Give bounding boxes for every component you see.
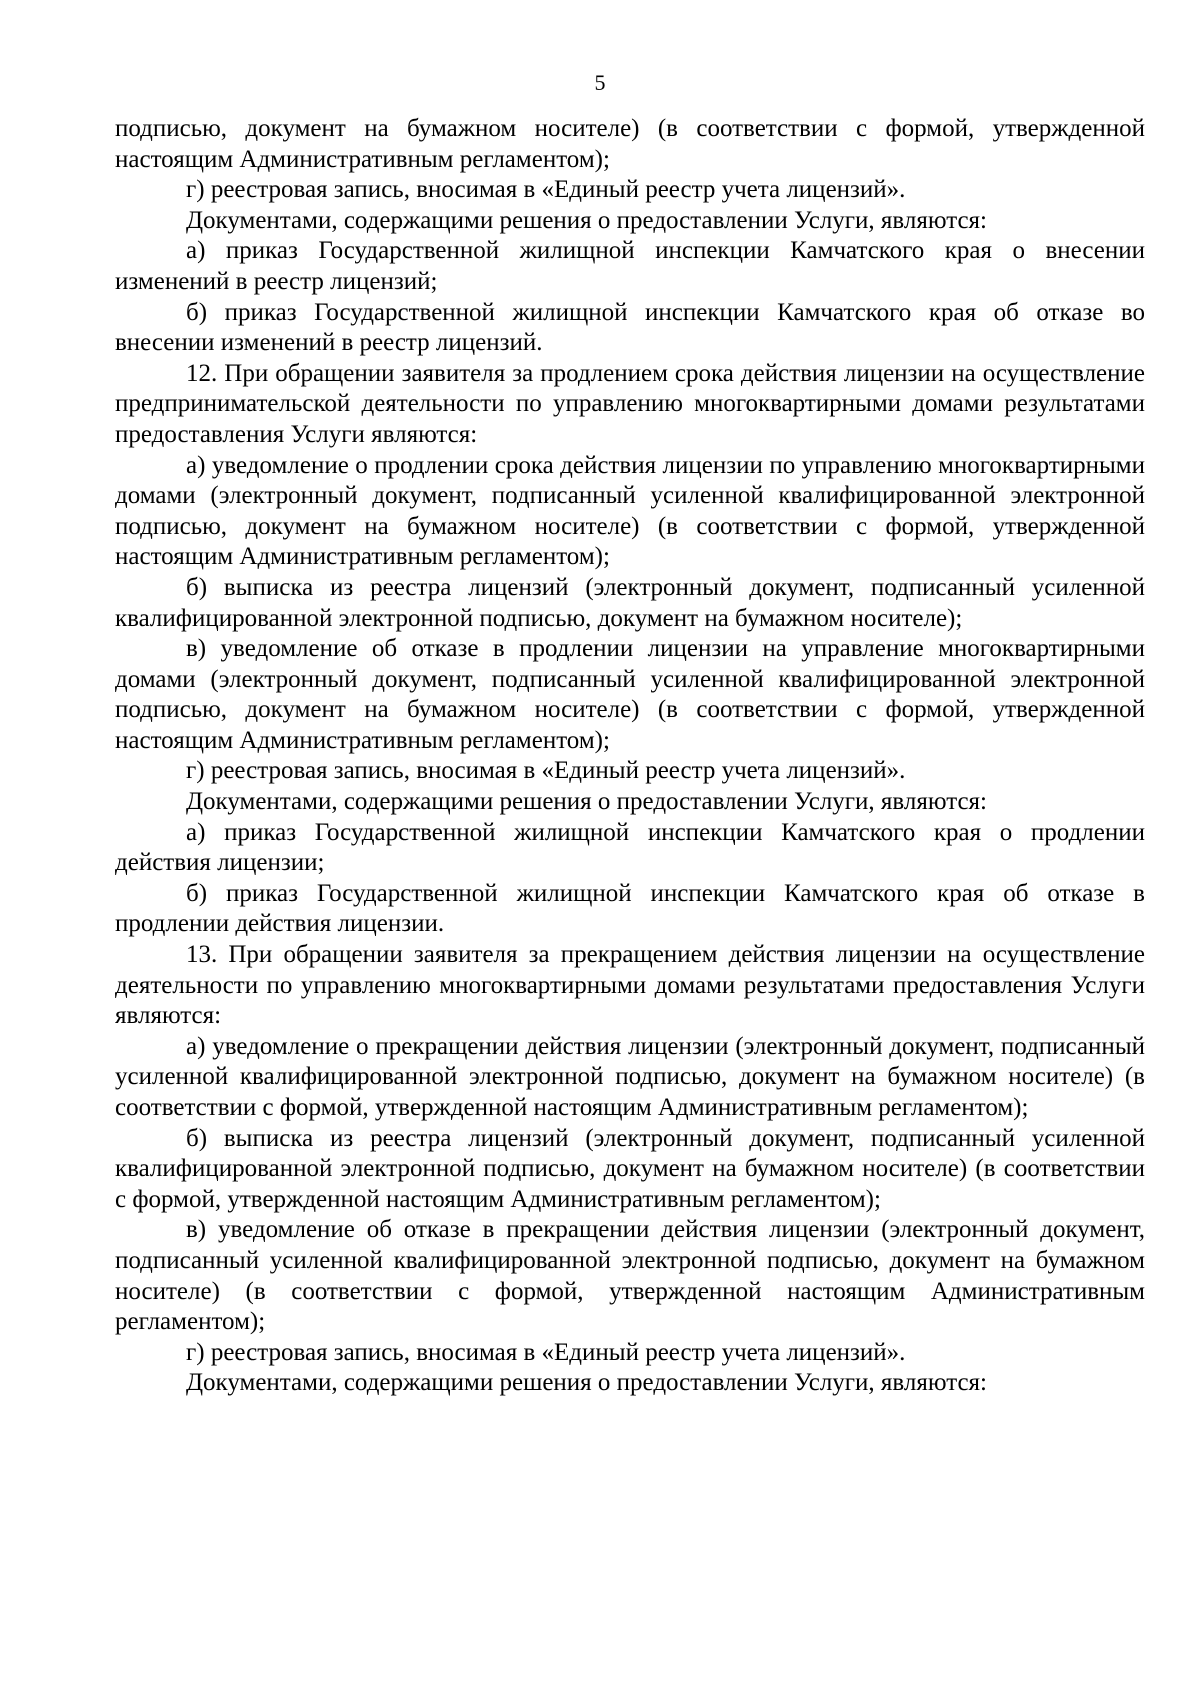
document-body	[115, 114, 1145, 1399]
paragraph: а) приказ Государственной жилищной инспекции Камчатского края о внесении изменений в реестр лицензий;	[115, 237, 1145, 295]
paragraph: б) приказ Государственной жилищной инспекции Камчатского края об отказе во внесении изменений в реестр лицензий.	[115, 298, 1145, 357]
paragraph: б) приказ Государственной жилищной инспекции Камчатского края об отказе в продлении действия лицензии.	[115, 879, 1145, 938]
paragraph: в) уведомление об отказе в продлении лицензии на управление многоквартирными домами (электронный документ, подписанный усиленной квалифицированной электронной подписью, документ на бумажном носителе) (в соответствии с формой, утвержденной настоящим Административным регламентом);	[115, 635, 1145, 754]
paragraph: Документами, содержащими решения о предоставлении Услуги, являются:	[186, 1369, 987, 1397]
paragraph: а) уведомление о прекращении действия лицензии (электронный документ, подписанный усиленной квалифицированной электронной подписью, документ на бумажном носителе) (в соответствии с формой, утвержденной настоящим Административным регламентом);	[115, 1032, 1145, 1121]
paragraph: в) уведомление об отказе в прекращении действия лицензии (электронный документ, подписанный усиленной квалифицированной электронной подписью, документ на бумажном носителе) (в соответствии с формой, утвержденной настоящим Административным регламентом);	[115, 1216, 1145, 1336]
paragraph: Документами, содержащими решения о предоставлении Услуги, являются:	[186, 206, 987, 234]
paragraph: г) реестровая запись, вносимая в «Единый реестр учета лицензий».	[186, 757, 906, 785]
paragraph: 13. При обращении заявителя за прекращением действия лицензии на осуществление деятельности по управлению многоквартирными домами результатами предоставления Услуги являются:	[115, 941, 1145, 1030]
paragraph: 12. При обращении заявителя за продлением срока действия лицензии на осуществление предпринимательской деятельности по управлению многоквартирными домами результатами предоставления Услуги являются:	[115, 359, 1145, 448]
paragraph: подписью, документ на бумажном носителе) (в соответствии с формой, утвержденной настоящим Административным регламентом);	[115, 115, 1145, 173]
paragraph: б) выписка из реестра лицензий (электронный документ, подписанный усиленной квалифицированной электронной подписью, документ на бумажном носителе) (в соответствии с формой, утвержденной настоящим Административным регламентом);	[115, 1124, 1145, 1213]
paragraph: б) выписка из реестра лицензий (электронный документ, подписанный усиленной квалифицированной электронной подписью, документ на бумажном носителе);	[115, 573, 1145, 632]
paragraph: г) реестровая запись, вносимая в «Единый реестр учета лицензий».	[186, 176, 906, 204]
paragraph: а) уведомление о продлении срока действия лицензии по управлению многоквартирными домами (электронный документ, подписанный усиленной квалифицированной электронной подписью, документ на бумажном носителе) (в соответствии с формой, утвержденной настоящим Административным регламентом);	[115, 451, 1145, 571]
page-number: 5	[594, 70, 606, 95]
paragraph: г) реестровая запись, вносимая в «Единый реестр учета лицензий».	[186, 1338, 906, 1366]
paragraph: а) приказ Государственной жилищной инспекции Камчатского края о продлении действия лицензии;	[115, 818, 1145, 877]
paragraph: Документами, содержащими решения о предоставлении Услуги, являются:	[186, 788, 987, 816]
